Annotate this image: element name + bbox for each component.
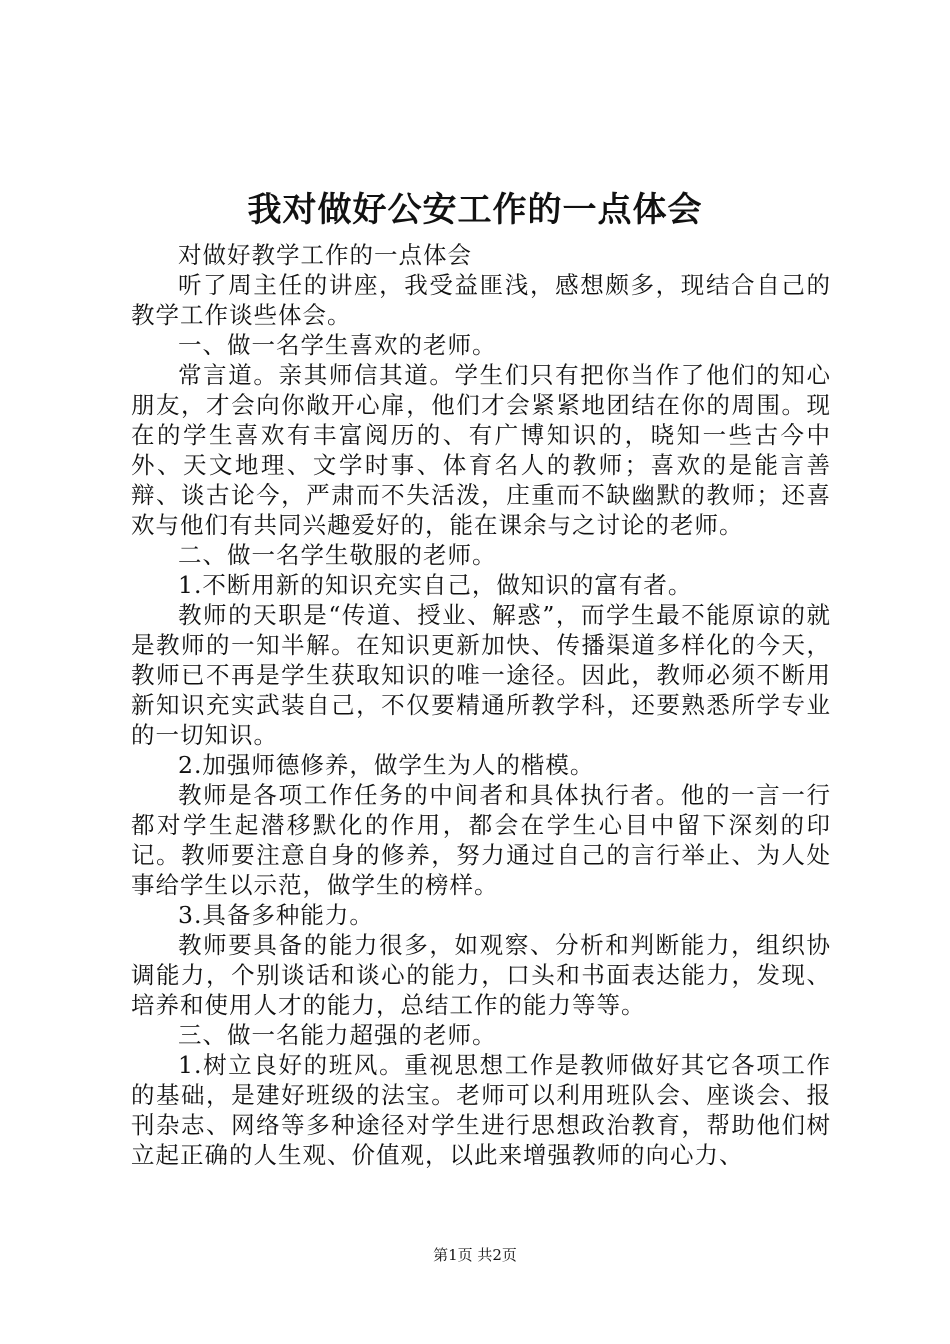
document-title: 我对做好公安工作的一点体会 [247, 190, 703, 230]
subheading: 2.加强师德修养，做学生为人的楷模。 [178, 751, 595, 779]
section-heading-2: 二、做一名学生敬服的老师。 [178, 541, 497, 569]
page-number-footer: 第1页 共2页 [433, 1246, 517, 1264]
paragraph: 教师的天职是“传道、授业、解惑”，而学生最不能原谅的就是教师的一知半解。在知识更新加快、传播渠道多样化的今天，教师已不再是学生获取知识的唯一途径。因此，教师必须不断用新知识充实武装自己，不仅要精通所教学科，还要熟悉所学专业的一切知识。 [131, 601, 831, 749]
paragraph: 1.树立良好的班风。重视思想工作是教师做好其它各项工作的基础，是建好班级的法宝。老师可以利用班队会、座谈会、报刊杂志、网络等多种途径对学生进行思想政治教育，帮助他们树立起正确的人生观、价值观，以此来增强教师的向心力、 [131, 1051, 831, 1169]
paragraph-intro: 听了周主任的讲座，我受益匪浅，感想颇多，现结合自己的教学工作谈些体会。 [131, 271, 831, 329]
section-heading-3: 三、做一名能力超强的老师。 [178, 1021, 497, 1049]
subheading: 1.不断用新的知识充实自己，做知识的富有者。 [178, 571, 693, 599]
section-heading-1: 一、做一名学生喜欢的老师。 [178, 331, 497, 359]
paragraph: 教师是各项工作任务的中间者和具体执行者。他的一言一行都对学生起潜移默化的作用，都会在学生心目中留下深刻的印记。教师要注意自身的修养，努力通过自己的言行举止、为人处事给学生以示范，做学生的榜样。 [131, 781, 831, 899]
paragraph-subtitle: 对做好教学工作的一点体会 [178, 241, 472, 269]
subheading: 3.具备多种能力。 [178, 901, 374, 929]
document-body [131, 240, 831, 1170]
paragraph: 教师要具备的能力很多，如观察、分析和判断能力，组织协调能力，个别谈话和谈心的能力，口头和书面表达能力，发现、培养和使用人才的能力，总结工作的能力等等。 [131, 931, 831, 1019]
paragraph: 常言道。亲其师信其道。学生们只有把你当作了他们的知心朋友，才会向你敞开心扉，他们才会紧紧地团结在你的周围。现在的学生喜欢有丰富阅历的、有广博知识的，晓知一些古今中外、天文地理、文学时事、体育名人的教师；喜欢的是能言善辩、谈古论今，严肃而不失活泼，庄重而不缺幽默的教师；还喜欢与他们有共同兴趣爱好的，能在课余与之讨论的老师。 [131, 361, 831, 539]
